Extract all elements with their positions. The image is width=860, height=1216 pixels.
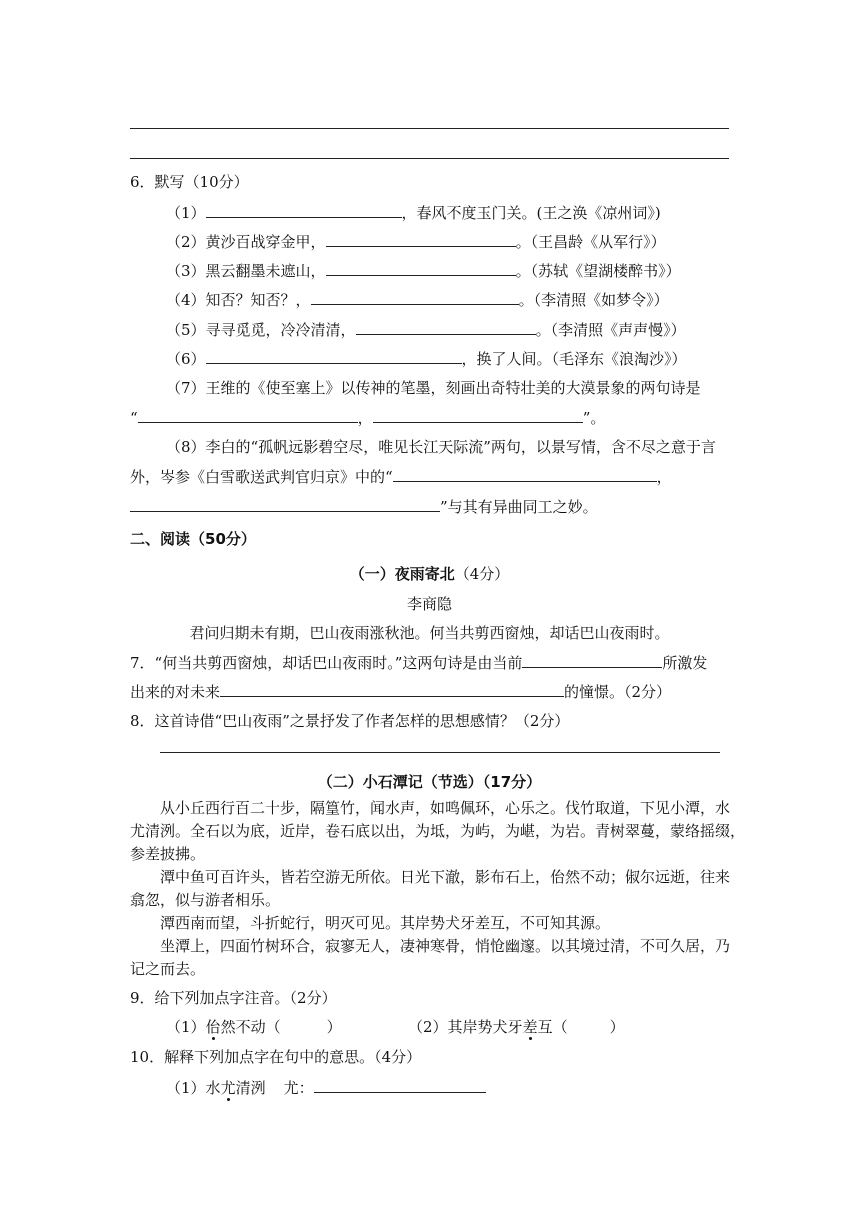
fill-blank[interactable] bbox=[138, 406, 358, 423]
fill-blank[interactable] bbox=[326, 259, 516, 276]
question-8: 8．这首诗借“巴山夜雨”之景抒发了作者怎样的思想感情？（2分） bbox=[130, 712, 570, 730]
item-text: 知否？知否？， bbox=[205, 291, 311, 309]
fill-blank[interactable] bbox=[206, 201, 402, 218]
item-text: 。（李清照《如梦令》） bbox=[518, 291, 669, 309]
question-6-item-8-line-2 bbox=[130, 465, 672, 487]
poem-title-score: （4分） bbox=[454, 565, 510, 583]
poem-title bbox=[130, 563, 729, 585]
item-text: 其岸势犬牙 bbox=[447, 1018, 523, 1036]
item-text: 7．“何当共剪西窗烛，却话巴山夜雨时。”这两句诗是由当前 bbox=[130, 654, 523, 672]
fill-blank[interactable] bbox=[311, 288, 519, 305]
item-text: 。（苏轼《望湖楼醉书》） bbox=[515, 262, 681, 280]
question-6-item-6 bbox=[166, 347, 687, 369]
question-6-item-8-line-1: （8）李白的“孤帆远影碧空尽，唯见长江天际流”两句，以景写情，含不尽之意于言 bbox=[166, 438, 716, 456]
item-text: 寻寻觅觅，冷冷清清， bbox=[205, 321, 356, 339]
item-text: 的憧憬。（2分） bbox=[564, 683, 672, 701]
item-number: （3） bbox=[166, 262, 206, 280]
comma: ， bbox=[357, 409, 373, 427]
comma: ， bbox=[656, 468, 672, 486]
question-6-item-7-line-1: （7）王维的《使至塞上》以传神的笔墨，刻画出奇特壮美的大漠景象的两句诗是 bbox=[166, 379, 701, 397]
poem-title-text: （一）夜雨寄北 bbox=[349, 565, 455, 583]
paren-close: ） bbox=[326, 1018, 342, 1036]
item-label: 尤： bbox=[283, 1079, 314, 1097]
question-6-item-4 bbox=[166, 288, 669, 310]
answer-line bbox=[160, 752, 720, 753]
question-6-item-1 bbox=[166, 201, 661, 223]
question-10-title: 10．解释下列加点字在句中的意思。（4分） bbox=[130, 1048, 422, 1066]
question-6-item-7-line-2 bbox=[130, 406, 605, 428]
passage-line: 坐潭上，四面竹树环合，寂寥无人，凄神寒骨，悄怆幽邃。以其境过清，不可久居，乃 bbox=[160, 937, 731, 955]
item-text: ，换了人间。（毛泽东《浪淘沙》） bbox=[461, 350, 687, 368]
item-text: 清洌 bbox=[235, 1079, 266, 1097]
item-number: （2） bbox=[408, 1018, 448, 1036]
dotted-char: 差 bbox=[522, 1018, 538, 1036]
item-text: 。（李清照《声声慢》） bbox=[535, 321, 686, 339]
item-number: （6） bbox=[166, 350, 206, 368]
item-text: 。（王昌龄《从军行》） bbox=[515, 233, 666, 251]
question-7-line-2 bbox=[130, 680, 671, 702]
item-text: 黑云翻墨未遮山， bbox=[205, 262, 326, 280]
item-text: 外，岑参《白雪歌送武判官归京》中的“ bbox=[130, 468, 393, 486]
item-text: ”与其有异曲同工之妙。 bbox=[440, 498, 598, 516]
dotted-char: 佁 bbox=[205, 1018, 221, 1036]
passage-line: 从小丘西行百二十步，隔篁竹，闻水声，如鸣佩环，心乐之。伐竹取道，下见小潭，水 bbox=[160, 799, 731, 817]
item-text: 出来的对未来 bbox=[130, 683, 221, 701]
item-text: 互（ bbox=[537, 1018, 568, 1036]
question-6-item-3 bbox=[166, 259, 681, 281]
item-number: （1） bbox=[166, 1018, 206, 1036]
question-9-title: 9．给下列加点字注音。（2分） bbox=[130, 989, 337, 1007]
section-2-title: 二、阅读（50分） bbox=[130, 530, 256, 548]
dotted-char: 尤 bbox=[220, 1079, 236, 1097]
fill-blank[interactable] bbox=[393, 465, 657, 482]
fill-blank[interactable] bbox=[314, 1076, 486, 1093]
question-6-item-2 bbox=[166, 230, 666, 252]
fill-blank[interactable] bbox=[326, 230, 516, 247]
fill-blank[interactable] bbox=[220, 680, 564, 697]
item-text: 水 bbox=[205, 1079, 221, 1097]
item-number: （1） bbox=[166, 1079, 206, 1097]
question-6-item-5 bbox=[166, 318, 686, 340]
fill-blank[interactable] bbox=[522, 651, 662, 668]
passage-line: 参差披拂。 bbox=[130, 845, 206, 863]
passage-line: 尤清洌。全石以为底，近岸，卷石底以出，为坻，为屿，为嵁，为岩。青树翠蔓，蒙络摇缀， bbox=[130, 822, 746, 840]
paren-close: ） bbox=[609, 1018, 625, 1036]
item-text: 黄沙百战穿金甲， bbox=[205, 233, 326, 251]
question-9-item-2 bbox=[408, 1016, 625, 1038]
question-6-title: 6．默写（10分） bbox=[130, 173, 249, 191]
item-text: 然不动（ bbox=[220, 1018, 281, 1036]
item-number: （5） bbox=[166, 321, 206, 339]
fill-blank[interactable] bbox=[206, 347, 462, 364]
quote-open: “ bbox=[130, 409, 138, 427]
passage-line: 潭中鱼可百许头，皆若空游无所依。日光下澈，影布石上，佁然不动；俶尔远逝，往来 bbox=[160, 868, 731, 886]
poem-author: 李商隐 bbox=[406, 595, 452, 613]
poem-text: 君问归期未有期，巴山夜雨涨秋池。何当共剪西窗烛，却话巴山夜雨时。 bbox=[189, 624, 670, 642]
fill-blank[interactable] bbox=[356, 318, 536, 335]
question-6-item-8-line-3 bbox=[130, 495, 598, 517]
quote-close: ”。 bbox=[582, 409, 606, 427]
question-7-line-1 bbox=[130, 651, 707, 673]
passage-line: 潭西南而望，斗折蛇行，明灭可见。其岸势犬牙差互，不可知其源。 bbox=[160, 914, 611, 932]
answer-line bbox=[130, 158, 729, 159]
item-text: 所激发 bbox=[662, 654, 708, 672]
answer-line bbox=[130, 128, 729, 129]
passage-title: （二）小石潭记（节选）（17分） bbox=[317, 773, 542, 791]
question-10-item-1 bbox=[166, 1076, 486, 1098]
item-text: ，春风不度玉门关。(王之涣《凉州词》) bbox=[401, 204, 661, 222]
item-number: （4） bbox=[166, 291, 206, 309]
passage-line: 翕忽，似与游者相乐。 bbox=[130, 891, 281, 909]
fill-blank[interactable] bbox=[373, 406, 583, 423]
question-9-item-1 bbox=[166, 1016, 342, 1038]
fill-blank[interactable] bbox=[130, 495, 440, 512]
item-number: （1） bbox=[166, 204, 206, 222]
item-number: （2） bbox=[166, 233, 206, 251]
passage-line: 记之而去。 bbox=[130, 960, 206, 978]
